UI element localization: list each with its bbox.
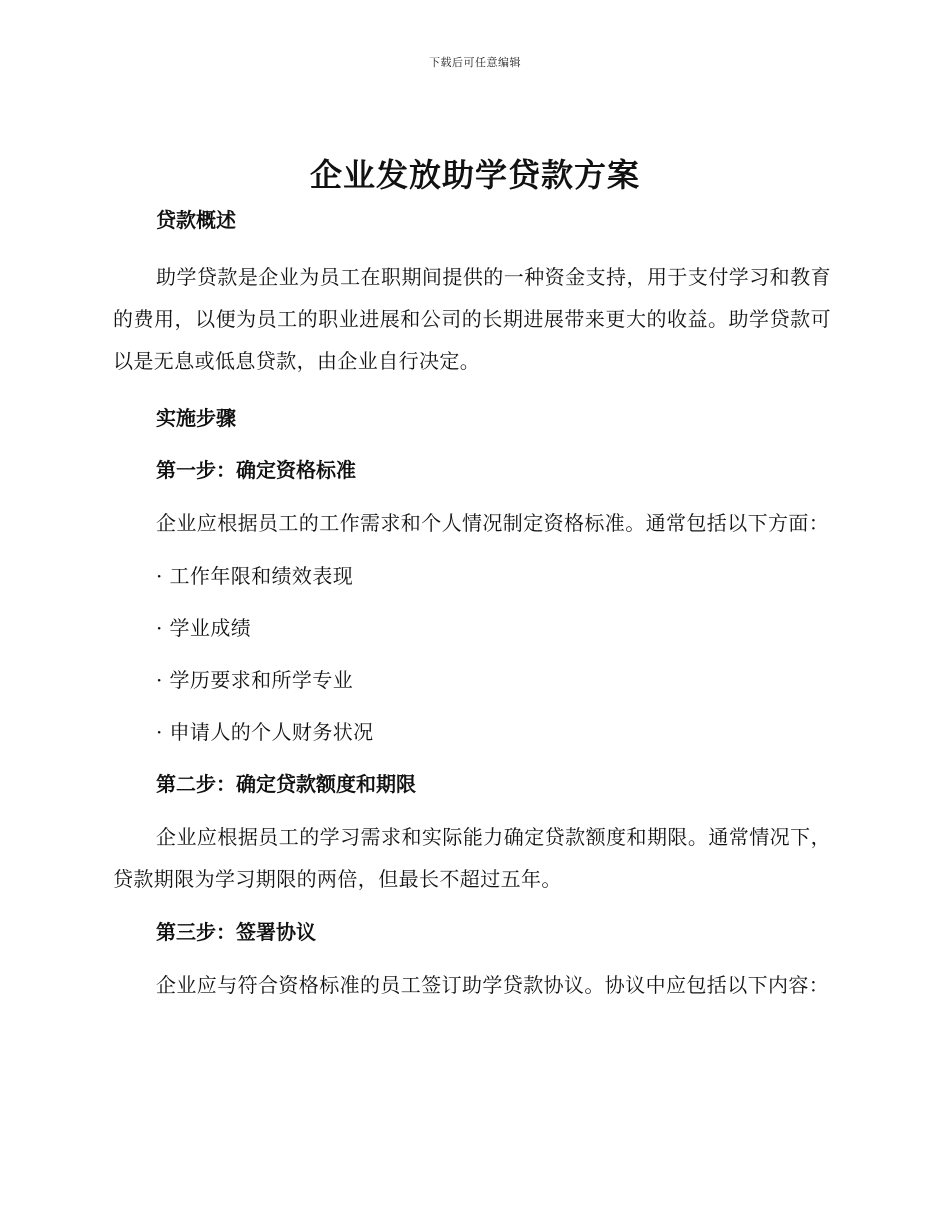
step1-paragraph: 企业应根据员工的工作需求和个人情况制定资格标准。通常包括以下方面： bbox=[156, 511, 830, 535]
step3-heading: 第三步：签署协议 bbox=[156, 920, 316, 944]
list-item: · 学历要求和所学专业 bbox=[156, 668, 354, 692]
step2-paragraph: 企业应根据员工的学习需求和实际能力确定贷款额度和期限。通常情况下，贷款期限为学习期限的两倍，但最长不超过五年。 bbox=[113, 825, 831, 891]
overview-paragraph: 助学贷款是企业为员工在职期间提供的一种资金支持，用于支付学习和教育的费用，以便为员工的职业进展和公司的长期进展带来更大的收益。助学贷款可以是无息或低息贷款，由企业自行决定。 bbox=[113, 265, 831, 373]
section-heading-overview: 贷款概述 bbox=[156, 208, 236, 232]
list-item: · 学业成绩 bbox=[156, 616, 252, 640]
step2-heading: 第二步：确定贷款额度和期限 bbox=[156, 772, 416, 796]
step3-paragraph: 企业应与符合资格标准的员工签订助学贷款协议。协议中应包括以下内容： bbox=[156, 973, 830, 997]
page-header: 下载后可任意编辑 bbox=[429, 56, 521, 69]
document-title: 企业发放助学贷款方案 bbox=[309, 156, 640, 194]
list-item: · 工作年限和绩效表现 bbox=[156, 564, 354, 588]
section-heading-steps: 实施步骤 bbox=[156, 406, 236, 430]
step1-heading: 第一步：确定资格标准 bbox=[156, 458, 356, 482]
document-body bbox=[113, 200, 831, 1006]
list-item: · 申请人的个人财务状况 bbox=[156, 720, 374, 744]
